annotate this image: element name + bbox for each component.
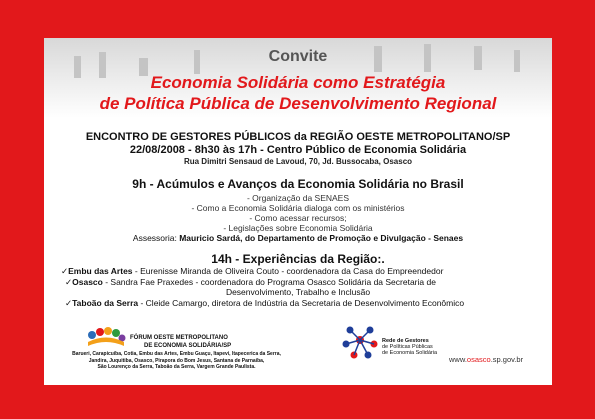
experience-place: Embu das Artes [68, 266, 133, 276]
experience-item: ✓Embu das Artes - Eurenisse Miranda de Oliveira Couto - coordenadora da Casa do Empreendedor [61, 266, 444, 276]
invite-label: Convite [268, 48, 328, 65]
cities-line: Jandira, Juquitiba, Osasco, Pirapora do Bom Jesus, Santana de Parnaíba, [88, 357, 265, 364]
session1-item: - Organização da SENAES [246, 193, 350, 203]
experience-place: Taboão da Serra [72, 298, 139, 308]
title-line-2: de Política Pública de Desenvolvimento Regional [99, 94, 497, 113]
session1-item: - Legislações sobre Economia Solidária [223, 223, 373, 233]
session1-advisor [44, 233, 552, 243]
experience-item: ✓Taboão da Serra - Cleide Camargo, diretora de Indústria da Secretaria de Desenvolvimento Econômico [65, 298, 465, 308]
session1-item: - Como acessar recursos; [249, 213, 347, 223]
session1-item: - Como a Economia Solidária dialoga com os ministérios [191, 203, 405, 213]
forum-logo-icon [86, 327, 126, 349]
rede-gestores-name [382, 338, 437, 356]
experience-text: - Sandra Fae Praxedes - coordenadora do Programa Osasco Solidária da Secretaria de [102, 277, 436, 287]
forum-name-line2: DE ECONOMIA SOLIDÁRIA/SP [144, 343, 232, 349]
www-suffix: .sp.gov.br [490, 355, 524, 364]
experience-place: Osasco [72, 277, 103, 287]
www-domain: osasco [466, 355, 491, 364]
event-name-da: da [294, 131, 307, 143]
experience-text: - Eurenisse Miranda de Oliveira Couto - coordenadora da Casa do Empreendedor [132, 266, 444, 276]
cities-line: Barueri, Carapicuíba, Cotia, Embu das Artes, Embu Guaçu, Itapevi, Itapecerica da Serra, [72, 351, 281, 357]
rede-gestores-logo-icon [340, 322, 380, 362]
session2-title: 14h - Experiências da Região:. [211, 252, 385, 266]
cities-line: São Lourenço da Serra, Taboão da Serra, Vargem Grande Paulista. [97, 364, 256, 370]
invitation-card [44, 38, 552, 385]
rede-line: de Economia Solidária [382, 350, 438, 356]
experience-text: - Cleide Camargo, diretora de Indústria da Secretaria de Desenvolvimento Econômico [138, 298, 465, 308]
advisor-label: Assessoria: [132, 233, 180, 243]
session1-title: 9h - Acúmulos e Avanços da Economia Solidária no Brasil [132, 177, 464, 191]
event-name-prefix: ENCONTRO DE GESTORES PÚBLICOS [85, 131, 295, 143]
event-name [44, 131, 552, 143]
event-datetime: 22/08/2008 - 8h30 às 17h - Centro Público de Economia Solidária [129, 144, 467, 156]
website-link[interactable] [449, 355, 523, 364]
rede-line: Rede de Gestores [382, 338, 429, 344]
advisor-name: Mauricio Sardá, do Departamento de Promoção e Divulgação - Senaes [179, 233, 464, 243]
experience-text-cont: Desenvolvimento, Trabalho e Inclusão [225, 287, 371, 297]
experience-item: ✓Osasco - Sandra Fae Praxedes - coordenadora do Programa Osasco Solidária da Secretaria de [65, 277, 436, 287]
title-line-1: Economia Solidária como Estratégia [150, 73, 446, 92]
forum-name-line1: FÓRUM OESTE METROPOLITANO [130, 335, 228, 341]
forum-cities [54, 351, 299, 371]
www-prefix: www. [449, 355, 467, 364]
event-address: Rua Dimitri Sensaud de Lavoud, 70, Jd. Bussocaba, Osasco [183, 157, 413, 166]
rede-line: de Políticas Públicas [382, 344, 433, 350]
event-name-region: REGIÃO OESTE METROPOLITANO/SP [306, 131, 511, 143]
